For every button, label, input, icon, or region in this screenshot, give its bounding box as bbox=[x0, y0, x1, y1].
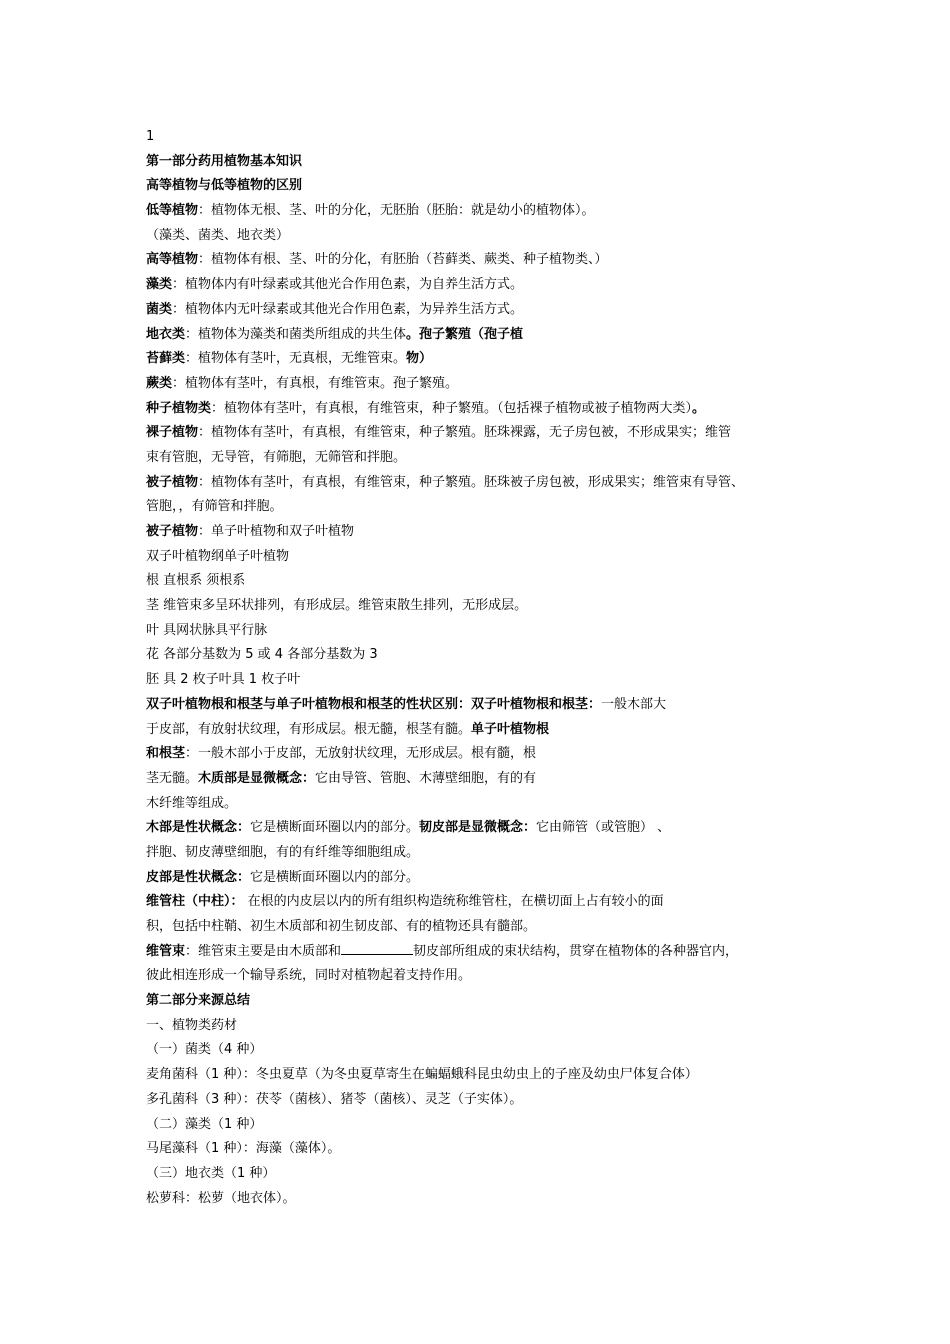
text-line bbox=[146, 347, 826, 372]
text-line bbox=[146, 989, 826, 1014]
page-number: 1 bbox=[146, 129, 155, 144]
text-run: 它由导管、管胞、木薄壁细胞，有的有 bbox=[315, 770, 537, 786]
bold-term: 蕨类 bbox=[146, 375, 173, 391]
text-line bbox=[146, 298, 826, 323]
text-run: 它是横断面环圈以内的部分。 bbox=[250, 869, 420, 885]
bold-term: 苔藓类 bbox=[146, 351, 186, 367]
text-line bbox=[146, 323, 826, 348]
text-run: 松萝科：松萝（地衣体）。 bbox=[146, 1190, 296, 1206]
text-line bbox=[146, 569, 826, 594]
text-line bbox=[146, 767, 826, 792]
text-run: ：植物体有茎叶，有真根，有维管束，种子繁殖。（包括裸子植物或被子植物两大类） bbox=[211, 400, 693, 416]
document-body bbox=[146, 125, 826, 1211]
text-line bbox=[146, 643, 826, 668]
text-run: ：植物体有茎叶，有真根，有维管束。孢子繁殖。 bbox=[172, 375, 459, 391]
text-line bbox=[146, 495, 826, 520]
bold-term: 裸子植物 bbox=[146, 425, 199, 441]
text-line bbox=[146, 248, 826, 273]
bold-term: 高等植物与低等植物的区别 bbox=[146, 178, 303, 194]
text-line bbox=[146, 1038, 826, 1063]
text-run: ：维管束主要是由木质部和 bbox=[185, 943, 342, 959]
text-line bbox=[146, 1137, 826, 1162]
text-line bbox=[146, 792, 826, 817]
text-run: 叶 具网状脉具平行脉 bbox=[146, 622, 268, 638]
bold-term: 高等植物 bbox=[146, 252, 199, 268]
text-run: 于皮部，有放射状纹理，有形成层。根无髓，根茎有髓。 bbox=[146, 721, 472, 737]
bold-term: 第一部分药用植物基本知识 bbox=[146, 153, 303, 169]
text-line bbox=[146, 1113, 826, 1138]
bold-term: 维管束 bbox=[146, 943, 186, 959]
bold-term: 第二部分来源总结 bbox=[146, 993, 251, 1009]
text-run: 茎 维管束多呈环状排列，有形成层。维管束散生排列，无形成层。 bbox=[146, 598, 528, 614]
text-line bbox=[146, 841, 826, 866]
bold-term: 木质部是显微概念： bbox=[198, 770, 316, 786]
text-line bbox=[146, 446, 826, 471]
text-line bbox=[146, 718, 826, 743]
text-line bbox=[146, 668, 826, 693]
text-run: 束有管胞，无导管，有筛胞，无筛管和拌胞。 bbox=[146, 449, 407, 465]
text-line bbox=[146, 199, 826, 224]
text-run: 茎无髓。 bbox=[146, 770, 199, 786]
text-run: ：植物体无根、茎、叶的分化，无胚胎（胚胎：就是幼小的植物体）。 bbox=[198, 203, 595, 219]
bold-term: 。孢子繁殖（孢子植 bbox=[406, 326, 524, 342]
bold-term: 维管柱（中柱）： bbox=[146, 894, 244, 910]
text-run: ：植物体为藻类和菌类所组成的共生体 bbox=[185, 326, 407, 342]
text-run: 马尾藻科（1 种）：海藻（藻体）。 bbox=[146, 1141, 341, 1157]
text-line bbox=[146, 421, 826, 446]
text-line bbox=[146, 816, 826, 841]
bold-term: 单子叶植物根 bbox=[471, 721, 550, 737]
text-run: （藻类、菌类、地衣类） bbox=[146, 227, 290, 243]
text-run: 韧皮部所组成的束状结构，贯穿在植物体的各种器官内， bbox=[413, 943, 739, 959]
text-line bbox=[146, 150, 826, 175]
text-line bbox=[146, 866, 826, 891]
bold-term: 藻类 bbox=[146, 277, 173, 293]
fill-in-blank bbox=[341, 941, 413, 955]
text-run: 彼此相连形成一个输导系统，同时对植物起着支持作用。 bbox=[146, 968, 472, 984]
text-run: ：植物体内有叶绿素或其他光合作用色素，为自养生活方式。 bbox=[172, 277, 524, 293]
text-run: 管胞，，有筛管和拌胞。 bbox=[146, 499, 283, 515]
text-run: ：植物体有根、茎、叶的分化，有胚胎（苔藓类、蕨类、种子植物类、） bbox=[198, 252, 608, 268]
text-run: 多孔菌科（3 种）：茯苓（菌核）、猪苓（菌核）、灵芝（子实体）。 bbox=[146, 1091, 523, 1107]
text-run: （一）菌类（4 种） bbox=[146, 1042, 263, 1058]
bold-term: 低等植物 bbox=[146, 203, 199, 219]
text-line bbox=[146, 964, 826, 989]
bold-term: 被子植物 bbox=[146, 474, 199, 490]
text-line bbox=[146, 693, 826, 718]
bold-term: 地衣类 bbox=[146, 326, 186, 342]
text-run: ：植物体有茎叶，有真根，有维管束，种子繁殖。胚珠裸露，无子房包被，不形成果实；维管 bbox=[198, 425, 732, 441]
text-line bbox=[146, 890, 826, 915]
bold-term: 皮部是性状概念： bbox=[146, 869, 251, 885]
bold-term: 和根茎 bbox=[146, 746, 186, 762]
bold-term: 菌类 bbox=[146, 301, 173, 317]
text-run: 胚 具 2 枚子叶具 1 枚子叶 bbox=[146, 672, 301, 688]
bold-term: 种子植物类 bbox=[146, 400, 212, 416]
text-run: 双子叶植物纲单子叶植物 bbox=[146, 548, 290, 564]
text-run: 积，包括中柱鞘、初生木质部和初生韧皮部、有的植物还具有髓部。 bbox=[146, 919, 537, 934]
text-line bbox=[146, 224, 826, 249]
text-run: ：单子叶植物和双子叶植物 bbox=[198, 524, 355, 539]
text-line bbox=[146, 742, 826, 767]
text-line bbox=[146, 619, 826, 644]
text-line bbox=[146, 1162, 826, 1187]
text-line bbox=[146, 397, 826, 422]
text-run: 在根的内皮层以内的所有组织构造统称维管柱，在横切面上占有较小的面 bbox=[243, 894, 664, 910]
text-run: 它是横断面环圈以内的部分。 bbox=[250, 820, 420, 836]
text-run: 一般木部大 bbox=[601, 696, 667, 712]
text-run: 它由筛管（或管胞） 、 bbox=[536, 820, 671, 836]
text-line bbox=[146, 545, 826, 570]
text-run: 麦角菌科（1 种）：冬虫夏草（为冬虫夏草寄生在蝙蝠蛾科昆虫幼虫上的子座及幼虫尸体复合体） bbox=[146, 1067, 698, 1083]
text-line bbox=[146, 940, 826, 965]
text-line bbox=[146, 594, 826, 619]
text-run: ：植物体有茎叶，有真根，有维管束，种子繁殖。胚珠被子房包被，形成果实；维管束有导管、 bbox=[198, 474, 745, 490]
text-line bbox=[146, 174, 826, 199]
bold-term: 物） bbox=[406, 351, 433, 367]
text-run: 一、植物类药材 bbox=[146, 1017, 238, 1033]
text-line bbox=[146, 1063, 826, 1088]
bold-term: 双子叶植物根和根茎与单子叶植物根和根茎的性状区别：双子叶植物根和根茎： bbox=[146, 696, 602, 712]
text-run: ：植物体内无叶绿素或其他光合作用色素，为异养生活方式。 bbox=[172, 301, 524, 317]
text-line bbox=[146, 1014, 826, 1039]
text-line bbox=[146, 471, 826, 496]
text-line bbox=[146, 915, 826, 940]
text-line bbox=[146, 520, 826, 545]
bold-term: 木部是性状概念： bbox=[146, 820, 251, 836]
text-run: 木纤维等组成。 bbox=[146, 795, 238, 811]
text-run: （二）藻类（1 种） bbox=[146, 1116, 263, 1132]
text-line bbox=[146, 372, 826, 397]
bold-term: 被子植物 bbox=[146, 524, 199, 539]
text-line bbox=[146, 1187, 826, 1212]
text-run: （三）地衣类（1 种） bbox=[146, 1165, 276, 1181]
text-run: ：一般木部小于皮部，无放射状纹理，无形成层。根有髓，根 bbox=[185, 746, 537, 762]
bold-term: 。 bbox=[692, 400, 706, 416]
text-line bbox=[146, 273, 826, 298]
bold-term: 韧皮部是显微概念： bbox=[419, 820, 537, 836]
text-run: 根 直根系 须根系 bbox=[146, 573, 246, 589]
text-run: 花 各部分基数为 5 或 4 各部分基数为 3 bbox=[146, 647, 378, 663]
text-run: 拌胞、韧皮薄壁细胞，有的有纤维等细胞组成。 bbox=[146, 844, 420, 860]
text-line bbox=[146, 1088, 826, 1113]
text-run: ：植物体有茎叶，无真根，无维管束。 bbox=[185, 351, 407, 367]
